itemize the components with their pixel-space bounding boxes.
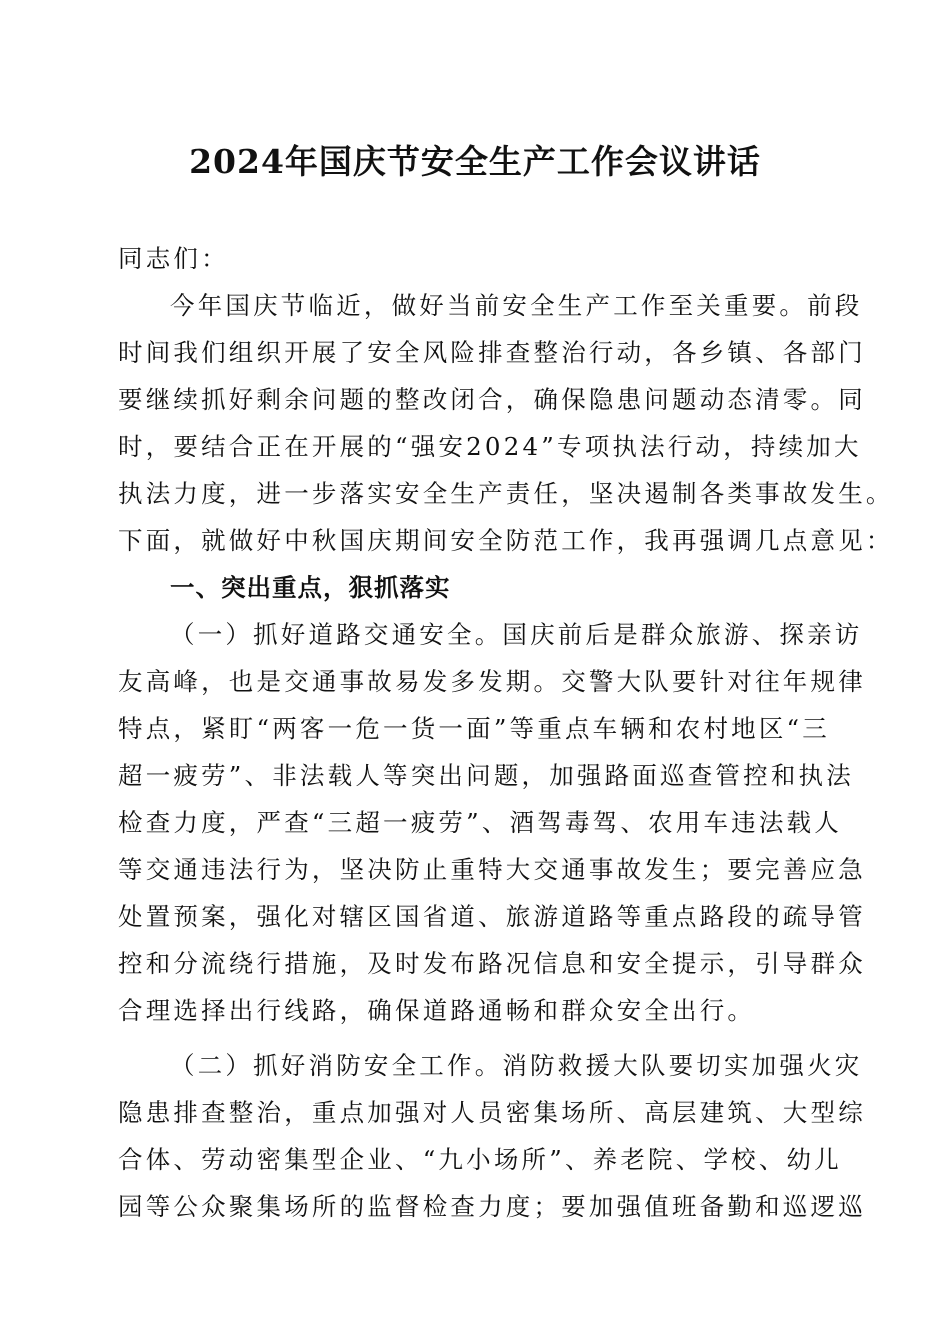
document-body (118, 235, 894, 1230)
paragraph-line: 时间我们组织开展了安全风险排查整治行动，各乡镇、各部门 (118, 338, 866, 367)
paragraph-line: 超一疲劳”、非法载人等突出问题，加强路面巡查管控和执法 (118, 761, 854, 790)
paragraph-line: （一）抓好道路交通安全。国庆前后是群众旅游、探亲访 (170, 620, 863, 649)
paragraph-line: 等交通违法行为，坚决防止重特大交通事故发生；要完善应急 (118, 855, 866, 884)
document-title: 2024年国庆节安全生产工作会议讲话 (189, 142, 761, 181)
paragraph-line: 合体、劳动密集型企业、“九小场所”、养老院、学校、幼儿 (118, 1145, 842, 1174)
paragraph-line: 控和分流绕行措施，及时发布路况信息和安全提示，引导群众 (118, 949, 866, 978)
paragraph-line: 特点，紧盯“两客一危一货一面”等重点车辆和农村地区“三 (118, 714, 830, 743)
paragraph-line: 园等公众聚集场所的监督检查力度；要加强值班备勤和巡逻巡 (118, 1192, 866, 1221)
salutation: 同志们： (118, 244, 229, 273)
paragraph-line: （二）抓好消防安全工作。消防救援大队要切实加强火灾 (170, 1051, 863, 1080)
paragraph-gap (118, 1034, 848, 1042)
paragraph-line: 要继续抓好剩余问题的整改闭合，确保隐患问题动态清零。同 (118, 385, 866, 414)
paragraph-line: 隐患排查整治，重点加强对人员密集场所、高层建筑、大型综 (118, 1098, 866, 1127)
paragraph-line: 时，要结合正在开展的“强安2024”专项执法行动，持续加大 (118, 432, 862, 461)
paragraph-fire-safety (118, 1042, 866, 1230)
paragraph-line: 执法力度，进一步落实安全生产责任，坚决遏制各类事故发生。 (118, 479, 894, 508)
paragraph-line: 处置预案，强化对辖区国省道、旅游道路等重点路段的疏导管 (118, 902, 866, 931)
paragraph-line: 合理选择出行线路，确保道路通畅和群众安全出行。 (118, 996, 756, 1025)
paragraph-road-safety (118, 611, 866, 1034)
paragraph-line: 今年国庆节临近，做好当前安全生产工作至关重要。前段 (170, 291, 863, 320)
paragraph-intro (118, 282, 894, 564)
paragraph-line: 下面，就做好中秋国庆期间安全防范工作，我再强调几点意见： (118, 526, 894, 555)
paragraph-line: 检查力度，严查“三超一疲劳”、酒驾毒驾、农用车违法载人 (118, 808, 842, 837)
paragraph-line: 友高峰，也是交通事故易发多发期。交警大队要针对往年规律 (118, 667, 866, 696)
section-heading: 一、突出重点，狠抓落实 (170, 573, 451, 602)
